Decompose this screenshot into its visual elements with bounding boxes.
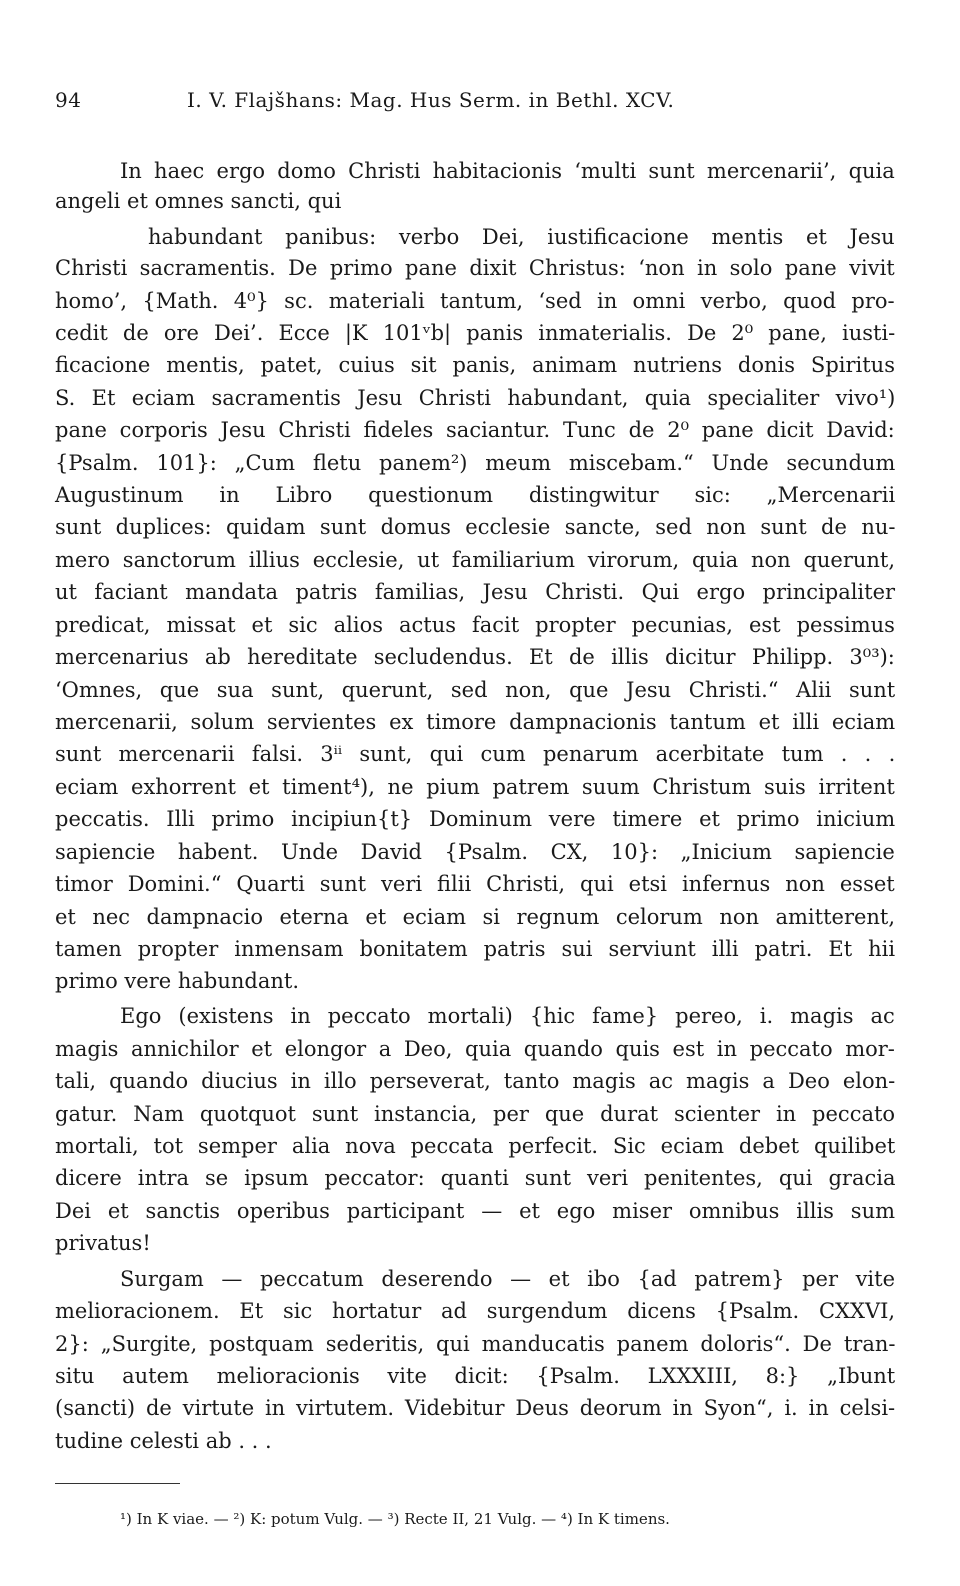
text-line: mero sanctorum illius ecclesie, ut familiarium virorum, quia non querunt, — [55, 548, 896, 572]
text-line: tamen propter inmensam bonitatem patris sui serviunt illi patri. Et hii — [55, 937, 896, 961]
text-line: ‘Omnes, que sua sunt, querunt, sed non, que Jesu Christi.“ Alii sunt — [55, 678, 896, 702]
text-line: Augustinum in Libro questionum distingwitur sic: „Mercenarii — [55, 483, 896, 507]
text-line: angeli et omnes sancti, qui — [55, 189, 342, 213]
footnote-divider — [55, 1483, 180, 1484]
text-line: timor Domini.“ Quarti sunt veri filii Christi, qui etsi infernus non esset — [55, 872, 895, 896]
text-line: cedit de ore Dei’. Ecce |K 101ᵛb| panis inmaterialis. De 2⁰ pane, iusti- — [55, 321, 896, 345]
text-line: sapiencie habent. Unde David {Psalm. CX, 10}: „Inicium sapiencie — [55, 840, 895, 864]
text-line: mercenarii, solum servientes ex timore dampnacionis tantum et illi eciam — [55, 710, 896, 734]
text-line: peccatis. Illi primo incipiun{t} Dominum vere timere et primo inicium — [55, 807, 896, 831]
text-line: magis annichilor et elongor a Deo, quia quando quis est in peccato mor- — [55, 1037, 895, 1061]
text-line: S. Et eciam sacramentis Jesu Christi habundant, quia specialiter vivo¹) — [55, 386, 896, 410]
page-header — [55, 88, 905, 118]
text-line: ut faciant mandata patris familias, Jesu Christi. Qui ergo principaliter — [55, 580, 896, 604]
text-line: sunt duplices: quidam sunt domus ecclesie sancte, sed non sunt de nu- — [55, 515, 896, 539]
text-line: eciam exhorrent et timent⁴), ne pium patrem suum Christum suis irritent — [55, 775, 895, 799]
text-line: Christi sacramentis. De primo pane dixit Christus: ‘non in solo pane vivit — [55, 256, 895, 280]
text-line: et nec dampnacio eterna et eciam si regnum celorum non amitterent, — [55, 905, 896, 929]
text-line: predicat, missat et sic alios actus facit propter pecunias, est pessimus — [55, 613, 895, 637]
text-line: 2}: „Surgite, postquam sederitis, qui manducatis panem doloris“. De tran- — [55, 1332, 896, 1356]
text-line: Surgam — peccatum deserendo — et ibo {ad patrem} per vite — [120, 1267, 896, 1291]
text-line: pane corporis Jesu Christi fideles saciantur. Tunc de 2⁰ pane dicit David: — [55, 418, 895, 442]
text-line: In haec ergo domo Christi habitacionis ‘multi sunt mercenarii’, quia — [120, 159, 895, 183]
text-line: gatur. Nam quotquot sunt instancia, per que durat scienter in peccato — [55, 1102, 896, 1126]
text-line: tudine celesti ab . . . — [55, 1429, 272, 1453]
text-line: tali, quando diucius in illo perseverat, tanto magis ac magis a Deo elon- — [55, 1069, 896, 1093]
text-line: primo vere habundant. — [55, 969, 300, 993]
text-line: homo’, {Math. 4⁰} sc. materiali tantum, ‘sed in omni verbo, quod pro- — [55, 289, 895, 313]
text-line: Ego (existens in peccato mortali) {hic fame} pereo, i. magis ac — [120, 1004, 895, 1028]
text-line: {Psalm. 101}: „Cum fletu panem²) meum miscebam.“ Unde secundum — [55, 451, 896, 475]
text-line: privatus! — [55, 1231, 151, 1255]
text-line: habundant panibus: verbo Dei, iustificacione mentis et Jesu — [148, 225, 895, 249]
text-line: mercenarius ab hereditate secludendus. Et de illis dicitur Philipp. 3⁰³): — [55, 645, 895, 669]
text-line: situ autem melioracionis vite dicit: {Psalm. LXXXIII, 8:} „Ibunt — [55, 1364, 896, 1388]
text-line: sunt mercenarii falsi. 3ⁱⁱ sunt, qui cum penarum acerbitate tum . . . — [55, 742, 896, 766]
page-number: 94 — [55, 88, 82, 112]
text-line: mortali, tot semper alia nova peccata perfecit. Sic eciam debet quilibet — [55, 1134, 896, 1158]
running-title: I. V. Flajšhans: Mag. Hus Serm. in Bethl. XCV. — [187, 88, 675, 112]
text-line: dicere intra se ipsum peccator: quanti sunt veri penitentes, qui gracia — [55, 1166, 896, 1190]
text-line: melioracionem. Et sic hortatur ad surgendum dicens {Psalm. CXXVI, — [55, 1299, 896, 1323]
text-line: Dei et sanctis operibus participant — et ego miser omnibus illis sum — [55, 1199, 896, 1223]
text-line: ficacione mentis, patet, cuius sit panis, animam nutriens donis Spiritus — [55, 353, 895, 377]
text-line: (sancti) de virtute in virtutem. Videbitur Deus deorum in Syon“, i. in celsi- — [55, 1396, 896, 1420]
footnotes: ¹) In K viae. — ²) K: potum Vulg. — ³) Recte II, 21 Vulg. — ⁴) In K timens. — [120, 1510, 670, 1528]
